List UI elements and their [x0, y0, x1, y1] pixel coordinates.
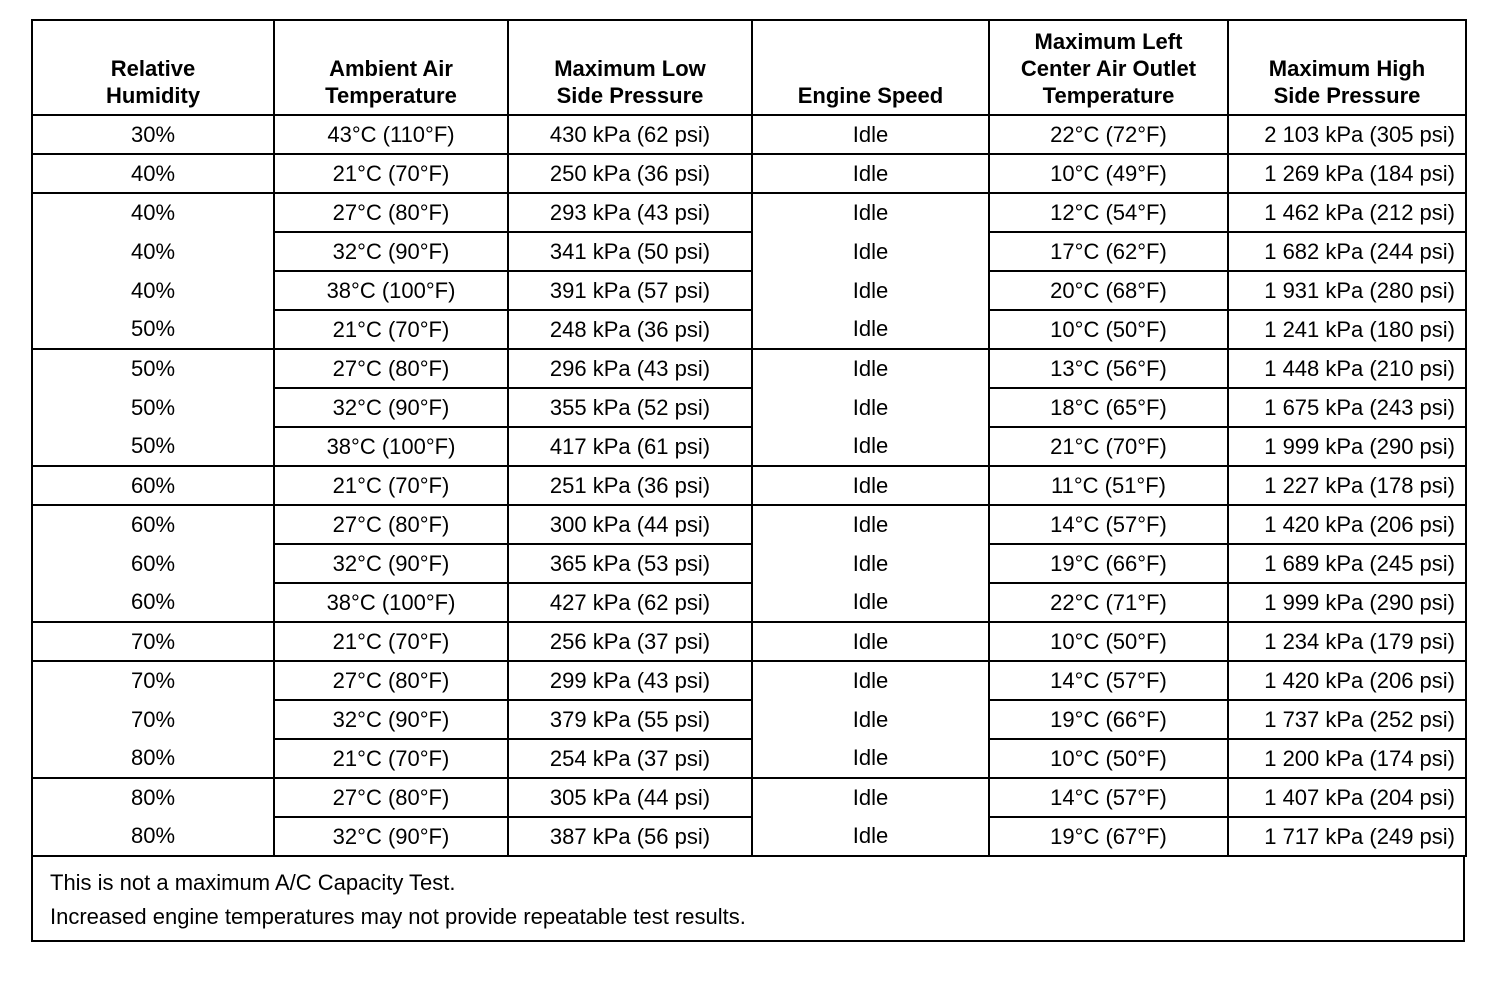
cell-ambient-temp: 32°C (90°F) — [274, 544, 508, 583]
header-line: Temperature — [1042, 83, 1175, 108]
note-line: This is not a maximum A/C Capacity Test. — [50, 870, 456, 895]
cell-engine-speed: Idle — [752, 115, 989, 154]
cell-high-side-pressure: 1 241 kPa (180 psi) — [1228, 310, 1466, 349]
header-line: Ambient Air — [329, 56, 453, 81]
ac-performance-table — [31, 19, 1467, 857]
cell-outlet-temp: 14°C (57°F) — [989, 661, 1228, 700]
cell-outlet-temp: 21°C (70°F) — [989, 427, 1228, 466]
cell-low-side-pressure: 254 kPa (37 psi) — [508, 739, 752, 778]
table-row — [32, 232, 1466, 271]
table-row — [32, 739, 1466, 778]
cell-high-side-pressure: 1 227 kPa (178 psi) — [1228, 466, 1466, 505]
cell-outlet-temp: 12°C (54°F) — [989, 193, 1228, 232]
header-row — [32, 20, 1466, 115]
cell-relative-humidity: 70% — [32, 661, 274, 700]
cell-ambient-temp: 21°C (70°F) — [274, 622, 508, 661]
table-row — [32, 700, 1466, 739]
note-line: Increased engine temperatures may not provide repeatable test results. — [50, 904, 746, 929]
cell-relative-humidity: 40% — [32, 154, 274, 193]
table-body — [32, 115, 1466, 856]
cell-high-side-pressure: 1 931 kPa (280 psi) — [1228, 271, 1466, 310]
header-max-low-side-pressure — [508, 20, 752, 115]
cell-low-side-pressure: 293 kPa (43 psi) — [508, 193, 752, 232]
cell-engine-speed: Idle — [752, 544, 989, 583]
cell-low-side-pressure: 355 kPa (52 psi) — [508, 388, 752, 427]
cell-relative-humidity: 50% — [32, 388, 274, 427]
cell-high-side-pressure: 1 675 kPa (243 psi) — [1228, 388, 1466, 427]
table-row — [32, 349, 1466, 388]
cell-relative-humidity: 80% — [32, 817, 274, 856]
header-line: Center Air Outlet — [1020, 56, 1197, 81]
cell-engine-speed: Idle — [752, 271, 989, 310]
cell-ambient-temp: 32°C (90°F) — [274, 700, 508, 739]
cell-ambient-temp: 21°C (70°F) — [274, 739, 508, 778]
header-max-high-side-pressure — [1228, 20, 1466, 115]
cell-engine-speed: Idle — [752, 310, 989, 349]
cell-engine-speed: Idle — [752, 700, 989, 739]
cell-ambient-temp: 27°C (80°F) — [274, 505, 508, 544]
cell-high-side-pressure: 1 682 kPa (244 psi) — [1228, 232, 1466, 271]
cell-engine-speed: Idle — [752, 154, 989, 193]
cell-low-side-pressure: 430 kPa (62 psi) — [508, 115, 752, 154]
cell-engine-speed: Idle — [752, 232, 989, 271]
cell-ambient-temp: 21°C (70°F) — [274, 154, 508, 193]
cell-ambient-temp: 38°C (100°F) — [274, 583, 508, 622]
header-line: Relative — [110, 56, 196, 81]
cell-outlet-temp: 18°C (65°F) — [989, 388, 1228, 427]
table-row — [32, 154, 1466, 193]
cell-ambient-temp: 27°C (80°F) — [274, 661, 508, 700]
cell-relative-humidity: 60% — [32, 466, 274, 505]
cell-relative-humidity: 80% — [32, 739, 274, 778]
table-row — [32, 310, 1466, 349]
cell-outlet-temp: 19°C (66°F) — [989, 700, 1228, 739]
cell-ambient-temp: 43°C (110°F) — [274, 115, 508, 154]
cell-outlet-temp: 22°C (72°F) — [989, 115, 1228, 154]
cell-engine-speed: Idle — [752, 427, 989, 466]
table-row — [32, 817, 1466, 856]
cell-relative-humidity: 70% — [32, 700, 274, 739]
header-line: Engine Speed — [797, 83, 944, 108]
table-row — [32, 505, 1466, 544]
cell-ambient-temp: 38°C (100°F) — [274, 271, 508, 310]
cell-high-side-pressure: 1 689 kPa (245 psi) — [1228, 544, 1466, 583]
cell-low-side-pressure: 300 kPa (44 psi) — [508, 505, 752, 544]
cell-outlet-temp: 14°C (57°F) — [989, 778, 1228, 817]
header-line: Humidity — [105, 83, 201, 108]
cell-ambient-temp: 32°C (90°F) — [274, 388, 508, 427]
cell-ambient-temp: 21°C (70°F) — [274, 466, 508, 505]
cell-outlet-temp: 11°C (51°F) — [989, 466, 1228, 505]
cell-low-side-pressure: 379 kPa (55 psi) — [508, 700, 752, 739]
cell-low-side-pressure: 296 kPa (43 psi) — [508, 349, 752, 388]
cell-engine-speed: Idle — [752, 349, 989, 388]
table-row — [32, 427, 1466, 466]
cell-outlet-temp: 10°C (50°F) — [989, 739, 1228, 778]
cell-high-side-pressure: 1 448 kPa (210 psi) — [1228, 349, 1466, 388]
cell-ambient-temp: 27°C (80°F) — [274, 349, 508, 388]
table-row — [32, 544, 1466, 583]
cell-relative-humidity: 60% — [32, 544, 274, 583]
table-row — [32, 271, 1466, 310]
cell-relative-humidity: 70% — [32, 622, 274, 661]
cell-low-side-pressure: 305 kPa (44 psi) — [508, 778, 752, 817]
cell-high-side-pressure: 1 999 kPa (290 psi) — [1228, 583, 1466, 622]
cell-outlet-temp: 13°C (56°F) — [989, 349, 1228, 388]
cell-outlet-temp: 17°C (62°F) — [989, 232, 1228, 271]
table-row — [32, 115, 1466, 154]
cell-high-side-pressure: 1 420 kPa (206 psi) — [1228, 661, 1466, 700]
cell-relative-humidity: 60% — [32, 505, 274, 544]
cell-high-side-pressure: 1 420 kPa (206 psi) — [1228, 505, 1466, 544]
header-line: Maximum High — [1268, 56, 1426, 81]
table-row — [32, 778, 1466, 817]
cell-relative-humidity: 40% — [32, 271, 274, 310]
cell-high-side-pressure: 1 737 kPa (252 psi) — [1228, 700, 1466, 739]
cell-ambient-temp: 32°C (90°F) — [274, 817, 508, 856]
cell-high-side-pressure: 1 717 kPa (249 psi) — [1228, 817, 1466, 856]
cell-high-side-pressure: 1 234 kPa (179 psi) — [1228, 622, 1466, 661]
cell-low-side-pressure: 256 kPa (37 psi) — [508, 622, 752, 661]
cell-relative-humidity: 50% — [32, 310, 274, 349]
cell-engine-speed: Idle — [752, 817, 989, 856]
cell-outlet-temp: 19°C (67°F) — [989, 817, 1228, 856]
header-line: Temperature — [325, 83, 457, 108]
header-ambient-air-temperature — [274, 20, 508, 115]
cell-relative-humidity: 50% — [32, 349, 274, 388]
cell-high-side-pressure: 1 462 kPa (212 psi) — [1228, 193, 1466, 232]
cell-high-side-pressure: 1 407 kPa (204 psi) — [1228, 778, 1466, 817]
table-row — [32, 388, 1466, 427]
cell-engine-speed: Idle — [752, 583, 989, 622]
cell-relative-humidity: 40% — [32, 193, 274, 232]
cell-low-side-pressure: 391 kPa (57 psi) — [508, 271, 752, 310]
cell-relative-humidity: 80% — [32, 778, 274, 817]
cell-ambient-temp: 32°C (90°F) — [274, 232, 508, 271]
cell-relative-humidity: 30% — [32, 115, 274, 154]
cell-ambient-temp: 21°C (70°F) — [274, 310, 508, 349]
cell-outlet-temp: 10°C (49°F) — [989, 154, 1228, 193]
cell-outlet-temp: 10°C (50°F) — [989, 622, 1228, 661]
cell-low-side-pressure: 427 kPa (62 psi) — [508, 583, 752, 622]
table-row — [32, 622, 1466, 661]
header-engine-speed — [752, 20, 989, 115]
header-line: Side Pressure — [556, 83, 704, 108]
header-relative-humidity — [32, 20, 274, 115]
cell-low-side-pressure: 251 kPa (36 psi) — [508, 466, 752, 505]
cell-relative-humidity: 40% — [32, 232, 274, 271]
table-row — [32, 661, 1466, 700]
cell-low-side-pressure: 365 kPa (53 psi) — [508, 544, 752, 583]
cell-ambient-temp: 27°C (80°F) — [274, 778, 508, 817]
cell-low-side-pressure: 250 kPa (36 psi) — [508, 154, 752, 193]
header-line: Maximum Low — [554, 56, 706, 81]
table-row — [32, 193, 1466, 232]
cell-relative-humidity: 50% — [32, 427, 274, 466]
cell-outlet-temp: 20°C (68°F) — [989, 271, 1228, 310]
cell-ambient-temp: 38°C (100°F) — [274, 427, 508, 466]
cell-engine-speed: Idle — [752, 739, 989, 778]
cell-low-side-pressure: 417 kPa (61 psi) — [508, 427, 752, 466]
cell-high-side-pressure: 2 103 kPa (305 psi) — [1228, 115, 1466, 154]
header-max-outlet-temperature — [989, 20, 1228, 115]
header-line: Side Pressure — [1273, 83, 1421, 108]
header-line: Maximum Left — [1034, 29, 1183, 54]
cell-engine-speed: Idle — [752, 622, 989, 661]
cell-low-side-pressure: 248 kPa (36 psi) — [508, 310, 752, 349]
cell-outlet-temp: 19°C (66°F) — [989, 544, 1228, 583]
cell-engine-speed: Idle — [752, 778, 989, 817]
table-row — [32, 583, 1466, 622]
cell-engine-speed: Idle — [752, 661, 989, 700]
cell-relative-humidity: 60% — [32, 583, 274, 622]
cell-low-side-pressure: 387 kPa (56 psi) — [508, 817, 752, 856]
cell-low-side-pressure: 299 kPa (43 psi) — [508, 661, 752, 700]
cell-high-side-pressure: 1 269 kPa (184 psi) — [1228, 154, 1466, 193]
cell-engine-speed: Idle — [752, 193, 989, 232]
cell-outlet-temp: 10°C (50°F) — [989, 310, 1228, 349]
cell-high-side-pressure: 1 999 kPa (290 psi) — [1228, 427, 1466, 466]
ac-performance-table-sheet — [31, 19, 1465, 942]
cell-outlet-temp: 22°C (71°F) — [989, 583, 1228, 622]
cell-ambient-temp: 27°C (80°F) — [274, 193, 508, 232]
table-notes — [31, 857, 1465, 942]
cell-engine-speed: Idle — [752, 505, 989, 544]
cell-high-side-pressure: 1 200 kPa (174 psi) — [1228, 739, 1466, 778]
table-row — [32, 466, 1466, 505]
cell-engine-speed: Idle — [752, 466, 989, 505]
cell-engine-speed: Idle — [752, 388, 989, 427]
cell-low-side-pressure: 341 kPa (50 psi) — [508, 232, 752, 271]
cell-outlet-temp: 14°C (57°F) — [989, 505, 1228, 544]
